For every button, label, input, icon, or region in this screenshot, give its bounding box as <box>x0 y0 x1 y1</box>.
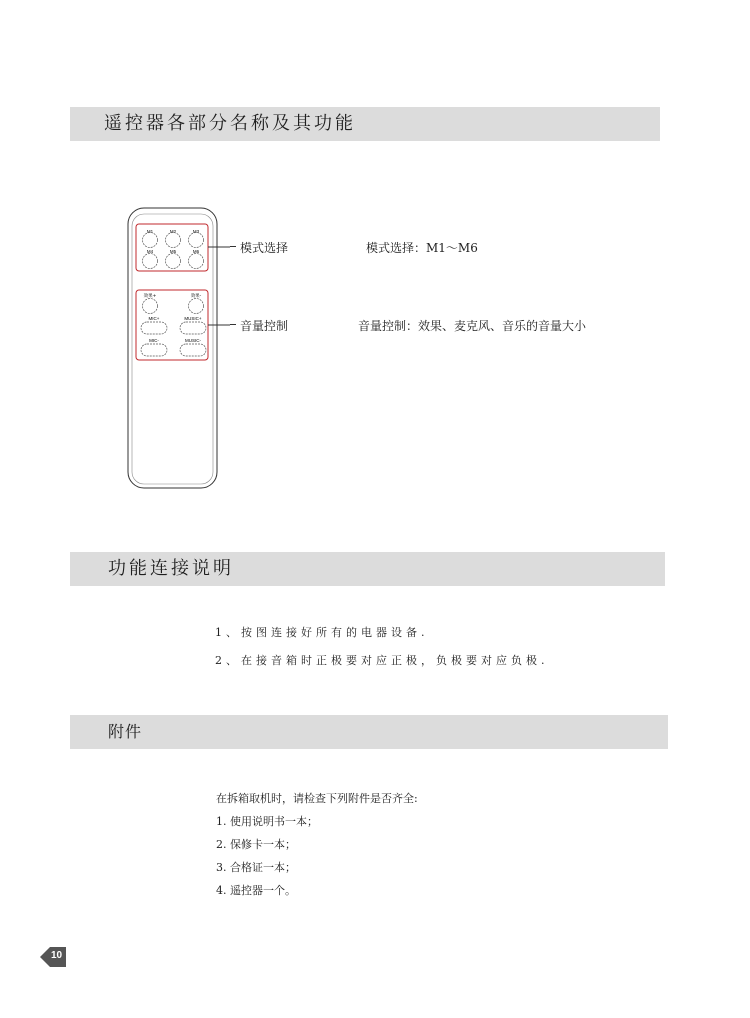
section-header-accessories <box>70 715 668 749</box>
volume-button-label: MUSIC+ <box>184 316 202 321</box>
connection-line-2: 2、在接音箱时正极要对应正极，负极要对应负极. <box>215 654 549 667</box>
volume-leader-ext <box>230 324 236 325</box>
mode-button-label: M1 <box>146 229 154 234</box>
volume-button-label: MUSIC- <box>185 338 201 343</box>
remote-control-diagram <box>120 200 230 495</box>
mode-button-label: M3 <box>192 229 200 234</box>
page-number: 10 <box>51 950 63 961</box>
mode-callout-label: 模式选择 <box>240 241 289 255</box>
section-header-remote <box>70 107 660 141</box>
accessory-item: 4. 遥控器一个。 <box>216 884 296 897</box>
volume-button-label: MIC+ <box>148 316 160 321</box>
accessory-item: 2. 保修卡一本； <box>216 838 296 851</box>
mode-button-label: M2 <box>169 229 177 234</box>
accessory-item: 3. 合格证一本； <box>216 861 296 874</box>
mode-leader-ext <box>230 246 236 247</box>
page-number-badge <box>40 945 70 969</box>
section-title: 附件 <box>108 722 143 741</box>
volume-description: 音量控制：效果、麦克风、音乐的音量大小 <box>358 319 587 333</box>
section-title: 功能连接说明 <box>108 558 234 579</box>
volume-callout-label: 音量控制 <box>240 319 289 333</box>
volume-button-label: 效果- <box>190 294 202 299</box>
accessory-item: 1. 使用说明书一本； <box>216 815 318 828</box>
volume-button-label: MIC- <box>149 338 159 343</box>
mode-button-label: M4 <box>146 249 154 254</box>
volume-button-label: 效果+ <box>143 294 157 299</box>
section-header-connection <box>70 552 665 586</box>
accessories-intro: 在拆箱取机时，请检查下列附件是否齐全: <box>216 792 418 805</box>
mode-button-label: M5 <box>169 249 177 254</box>
mode-button-label: M6 <box>192 249 200 254</box>
mode-description: 模式选择：M1～M6 <box>366 241 478 255</box>
section-title: 遥控器各部分名称及其功能 <box>104 113 356 134</box>
connection-line-1: 1、按图连接好所有的电器设备. <box>215 626 429 639</box>
